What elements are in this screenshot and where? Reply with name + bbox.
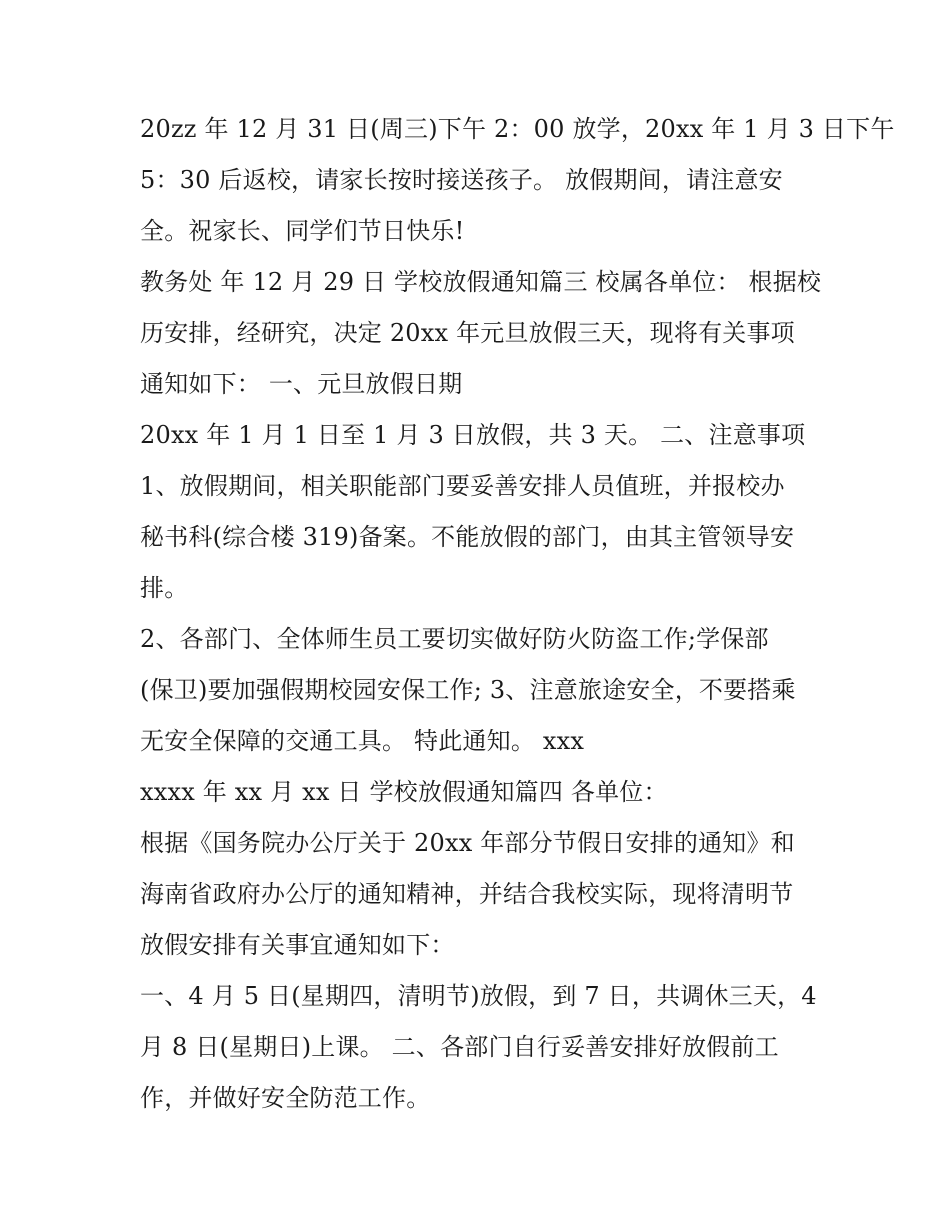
- text-line: 无安全保障的交通工具。 特此通知。 xxx: [140, 727, 585, 755]
- text-line: 通知如下： 一、元旦放假日期: [140, 370, 463, 398]
- text-line: 作，并做好安全防范工作。: [140, 1084, 431, 1112]
- text-line: 海南省政府办公厅的通知精神，并结合我校实际，现将清明节: [140, 880, 794, 908]
- text-line: 排。: [140, 574, 189, 602]
- text-line: (保卫)要加强假期校园安保工作; 3、注意旅途安全，不要搭乘: [140, 676, 796, 704]
- text-line: xxxx 年 xx 月 xx 日 学校放假通知篇四 各单位：: [140, 778, 668, 806]
- text-line: 月 8 日(星期日)上课。 二、各部门自行妥善安排好放假前工: [140, 1033, 779, 1061]
- text-line: 20xx 年 1 月 1 日至 1 月 3 日放假，共 3 天。 二、注意事项: [140, 421, 806, 449]
- text-line: 放假安排有关事宜通知如下：: [140, 931, 455, 959]
- document-body: [140, 104, 895, 1124]
- text-line: 秘书科(综合楼 319)备案。不能放假的部门，由其主管领导安: [140, 523, 795, 551]
- text-line: 1、放假期间，相关职能部门要妥善安排人员值班，并报校办: [140, 472, 785, 500]
- text-line: 20zz 年 12 月 31 日(周三)下午 2：00 放学，20xx 年 1 月 3 日下午: [140, 115, 895, 143]
- text-line: 5：30 后返校，请家长按时接送孩子。 放假期间，请注意安: [140, 166, 783, 194]
- text-line: 教务处 年 12 月 29 日 学校放假通知篇三 校属各单位： 根据校: [140, 268, 822, 296]
- text-line: 2、各部门、全体师生员工要切实做好防火防盗工作;学保部: [140, 625, 769, 653]
- text-line: 全。祝家长、同学们节日快乐!: [140, 217, 465, 245]
- text-line: 历安排，经研究，决定 20xx 年元旦放假三天，现将有关事项: [140, 319, 795, 347]
- text-line: 根据《国务院办公厅关于 20xx 年部分节假日安排的通知》和: [140, 829, 795, 857]
- text-line: 一、4 月 5 日(星期四，清明节)放假，到 7 日，共调休三天，4: [140, 982, 817, 1010]
